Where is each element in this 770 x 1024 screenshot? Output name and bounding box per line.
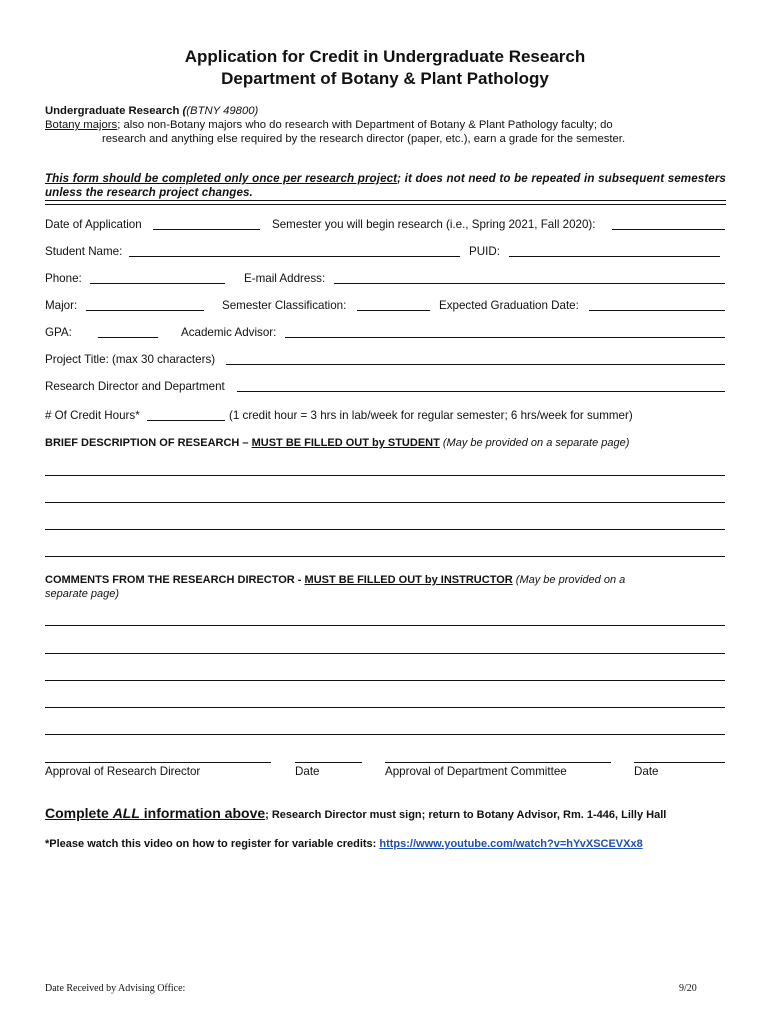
description-line[interactable] [45, 475, 725, 476]
section-divider [45, 200, 726, 205]
gpa-label: GPA: [45, 326, 72, 339]
director-date-field[interactable] [295, 762, 362, 763]
video-instructions: *Please watch this video on how to register for variable credits: https://www.youtube.com/watch?v=hYvXSCEVXx8 [45, 838, 643, 850]
intro-line-3-text: research and anything else required by the research director (paper, etc.), earn a grade for the semester. [102, 133, 626, 145]
comments-must-text: MUST BE FILLED OUT by INSTRUCTOR [304, 574, 513, 586]
date-of-application-field[interactable] [153, 229, 260, 230]
date-label: Date [295, 765, 320, 778]
date-received-label: Date Received by Advising Office: [45, 983, 186, 994]
comments-heading: COMMENTS FROM THE RESEARCH DIRECTOR - MUST BE FILLED OUT by INSTRUCTOR (May be provided on a [45, 574, 626, 586]
credit-hours-label: # Of Credit Hours* [45, 409, 140, 422]
intro-line-3 [45, 132, 725, 146]
comments-line[interactable] [45, 625, 725, 626]
comments-line[interactable] [45, 734, 725, 735]
completion-notice [45, 172, 726, 200]
semester-begin-field[interactable] [612, 229, 725, 230]
return-instructions: ; Research Director must sign; return to Botany Advisor, Rm. 1-446, Lilly Hall [265, 809, 667, 821]
comments-note-cont: separate page) [45, 588, 119, 600]
director-signature-field[interactable] [45, 762, 271, 763]
department-title: Department of Botany & Plant Pathology [221, 69, 549, 88]
approval-committee-label: Approval of Department Committee [385, 765, 567, 778]
botany-majors-text: Botany majors [45, 119, 118, 131]
comments-line[interactable] [45, 707, 725, 708]
complete-all-heading: Complete ALL information above [45, 805, 266, 821]
complete-instructions [45, 805, 666, 823]
approval-director-label: Approval of Research Director [45, 765, 201, 778]
gpa-field[interactable] [98, 337, 158, 338]
expected-graduation-field[interactable] [589, 310, 725, 311]
description-note: (May be provided on a separate page) [442, 437, 630, 449]
credit-hours-note: (1 credit hour = 3 hrs in lab/week for regular semester; 6 hrs/week for summer) [229, 409, 633, 422]
description-heading: BRIEF DESCRIPTION OF RESEARCH – MUST BE FILLED OUT by STUDENT (May be provided on a separate page) [45, 437, 630, 449]
comments-line[interactable] [45, 680, 725, 681]
project-title-field[interactable] [226, 364, 725, 365]
comments-heading-cont [45, 588, 119, 600]
phone-field[interactable] [90, 283, 225, 284]
credit-hours-field[interactable] [147, 420, 225, 421]
comments-note: (May be provided on a [515, 574, 626, 586]
research-director-label: Research Director and Department [45, 380, 225, 393]
intro-line-1 [45, 104, 725, 118]
academic-advisor-label: Academic Advisor: [181, 326, 277, 339]
notice-underlined: This form should be completed only once per research project [45, 172, 398, 185]
major-field[interactable] [86, 310, 204, 311]
description-line[interactable] [45, 556, 725, 557]
description-line[interactable] [45, 529, 725, 530]
comments-line[interactable] [45, 653, 725, 654]
student-name-label: Student Name: [45, 245, 123, 258]
course-label: Undergraduate Research [45, 105, 180, 117]
video-link[interactable]: https://www.youtube.com/watch?v=hYvXSCEVXx8 [379, 838, 643, 850]
major-label: Major: [45, 299, 78, 312]
semester-begin-label: Semester you will begin research (i.e., Spring 2021, Fall 2020): [272, 218, 596, 231]
committee-signature-field[interactable] [385, 762, 611, 763]
expected-graduation-label: Expected Graduation Date: [439, 299, 579, 312]
phone-label: Phone: [45, 272, 82, 285]
description-line[interactable] [45, 502, 725, 503]
puid-label: PUID: [469, 245, 500, 258]
committee-date-field[interactable] [634, 762, 725, 763]
academic-advisor-field[interactable] [285, 337, 725, 338]
email-label: E-mail Address: [244, 272, 326, 285]
notice-rest: ; it does not need to be repeated in subsequent semesters unless the research project changes. [45, 172, 726, 199]
semester-classification-label: Semester Classification: [222, 299, 347, 312]
email-field[interactable] [334, 283, 725, 284]
date-of-application-label: Date of Application [45, 218, 142, 231]
research-director-field[interactable] [237, 391, 725, 392]
intro-line-2 [45, 118, 725, 132]
project-title-label: Project Title: (max 30 characters) [45, 353, 216, 366]
date-label: Date [634, 765, 659, 778]
description-must-text: MUST BE FILLED OUT by STUDENT [251, 437, 440, 449]
form-version: 9/20 [679, 983, 697, 994]
course-code: ((BTNY 49800) [182, 105, 259, 117]
student-name-field[interactable] [129, 256, 460, 257]
puid-field[interactable] [509, 256, 720, 257]
form-title: Application for Credit in Undergraduate Research [184, 47, 586, 66]
semester-classification-field[interactable] [357, 310, 430, 311]
intro-line-2-rest: ; also non-Botany majors who do research with Department of Botany & Plant Pathology faculty; do [117, 119, 613, 131]
